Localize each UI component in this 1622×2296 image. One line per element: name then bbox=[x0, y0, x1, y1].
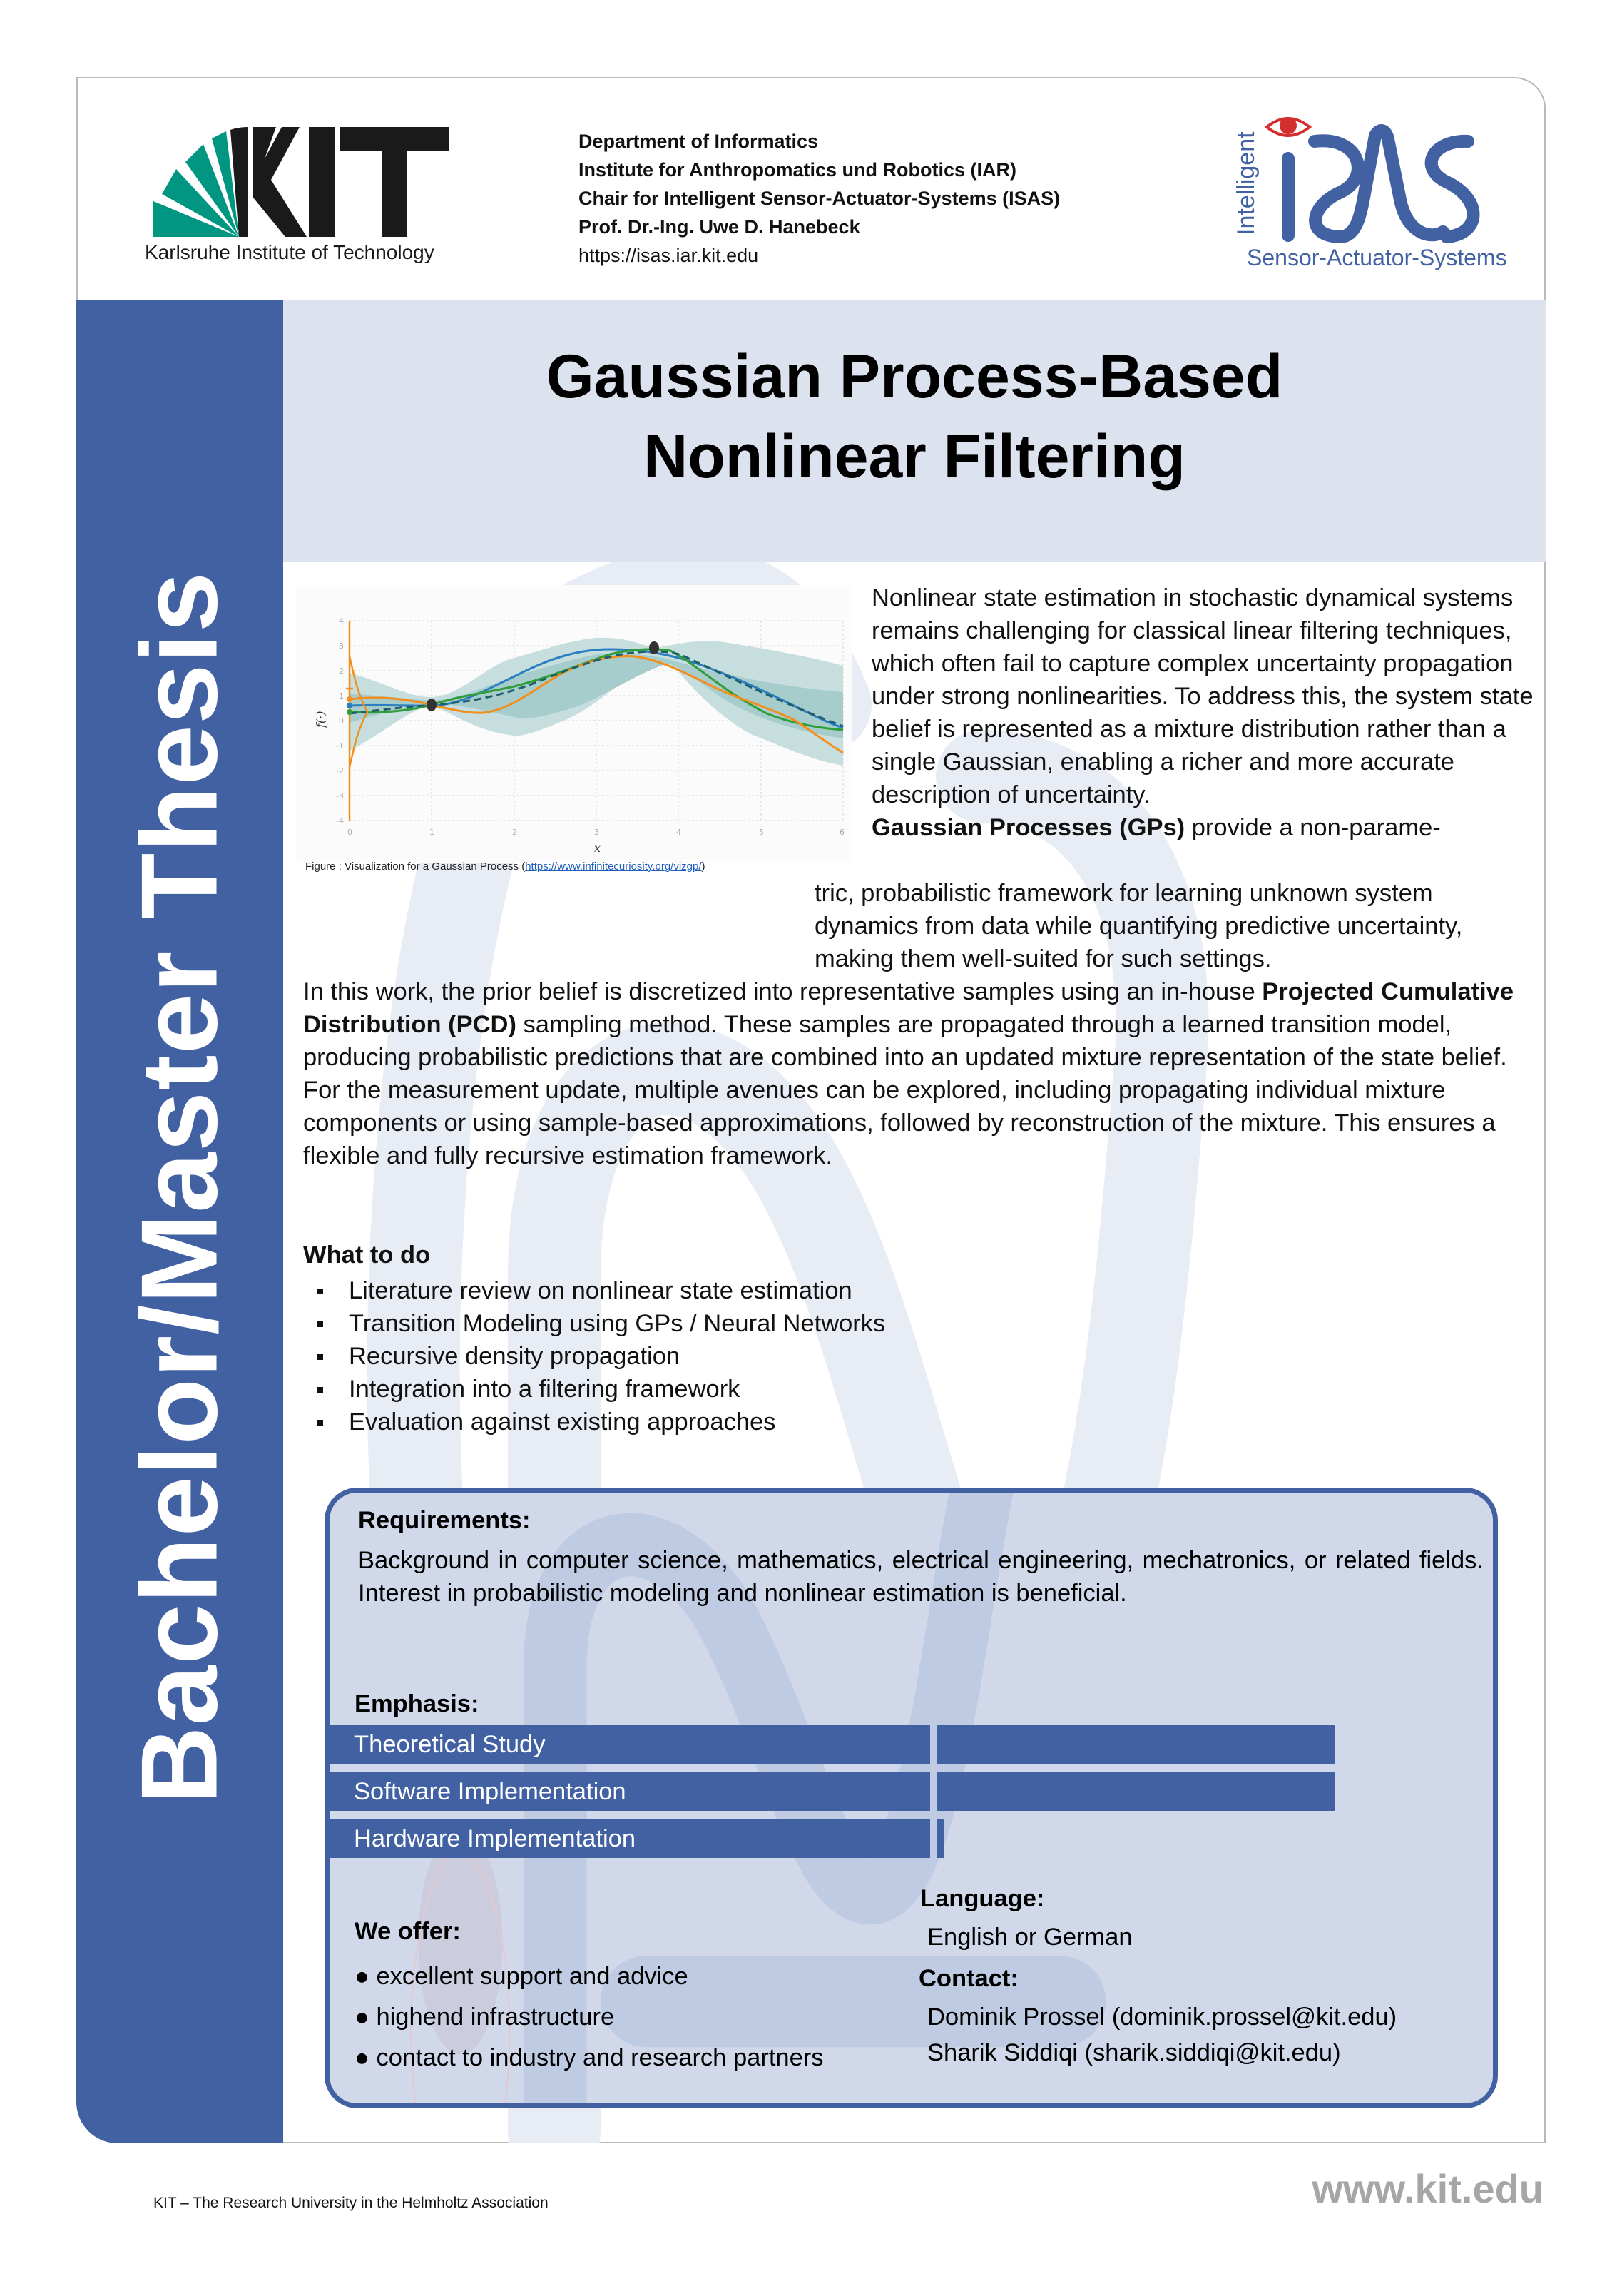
svg-text:-2: -2 bbox=[336, 766, 344, 776]
svg-text:2: 2 bbox=[512, 828, 517, 837]
gaussian-process-chart bbox=[296, 585, 852, 863]
emphasis-level-software bbox=[937, 1772, 1335, 1811]
svg-text:3: 3 bbox=[339, 641, 344, 651]
contact-person-1[interactable]: Dominik Prossel (dominik.prossel@kit.edu) bbox=[927, 2003, 1397, 2031]
svg-text:3: 3 bbox=[594, 828, 599, 837]
emphasis-level-theoretical bbox=[937, 1725, 1335, 1764]
title-line-1: Gaussian Process-Based bbox=[546, 342, 1283, 411]
isas-vertical-word: Intelligent bbox=[1233, 131, 1260, 235]
todo-item: Integration into a filtering framework bbox=[317, 1373, 885, 1406]
thesis-type-label: Bachelor/Master Thesis bbox=[118, 571, 240, 1805]
professor-line: Prof. Dr.-Ing. Uwe D. Hanebeck bbox=[578, 216, 860, 238]
todo-item: Literature review on nonlinear state estimation bbox=[317, 1274, 885, 1307]
kit-subtitle: Karlsruhe Institute of Technology bbox=[145, 241, 434, 263]
todo-item: Transition Modeling using GPs / Neural Networks bbox=[317, 1307, 885, 1340]
x-axis-label: x bbox=[594, 841, 601, 855]
observation-point bbox=[427, 699, 437, 711]
svg-text:2: 2 bbox=[339, 666, 344, 676]
department-info bbox=[578, 127, 1060, 270]
emphasis-heading: Emphasis: bbox=[355, 1690, 479, 1717]
requirements-text: Background in computer science, mathematics, electrical engineering, mechatronics, or related fields. Interest in probabilistic modeling and nonlinear estimation is beneficial. bbox=[358, 1547, 1484, 1607]
observation-point bbox=[649, 641, 659, 654]
contact-list bbox=[927, 1999, 1397, 2071]
gp-term: Gaussian Processes (GPs) bbox=[872, 814, 1185, 841]
todo-item: Evaluation against existing approaches bbox=[317, 1406, 885, 1438]
department-line: Department of Informatics bbox=[578, 131, 819, 152]
offer-heading: We offer: bbox=[355, 1918, 461, 1945]
emphasis-label-software: Software Implementation bbox=[330, 1772, 930, 1811]
language-value: English or German bbox=[927, 1924, 1133, 1951]
footer-website-link[interactable]: www.kit.edu bbox=[1312, 2166, 1544, 2211]
isas-logo bbox=[1225, 114, 1511, 271]
todo-item: Recursive density propagation bbox=[317, 1340, 885, 1373]
language-heading: Language: bbox=[920, 1885, 1045, 1912]
svg-text:-1: -1 bbox=[336, 741, 344, 751]
emphasis-label-theoretical: Theoretical Study bbox=[330, 1725, 930, 1764]
svg-text:0: 0 bbox=[347, 828, 352, 837]
figure-caption: Figure : Visualization for a Gaussian Process (https://www.infinitecuriosity.org/vizgp/) bbox=[305, 860, 705, 873]
figure-source-link[interactable]: https://www.infinitecuriosity.org/vizgp/ bbox=[525, 860, 702, 873]
svg-text:4: 4 bbox=[676, 828, 681, 837]
svg-text:-4: -4 bbox=[336, 816, 344, 826]
page-title bbox=[283, 337, 1546, 497]
svg-text:0: 0 bbox=[339, 716, 344, 726]
svg-text:-3: -3 bbox=[336, 791, 344, 801]
title-line-2: Nonlinear Filtering bbox=[643, 422, 1185, 491]
svg-text:1: 1 bbox=[429, 828, 434, 837]
svg-text:6: 6 bbox=[840, 828, 845, 837]
main-paragraphs bbox=[303, 877, 1537, 1172]
chair-line: Chair for Intelligent Sensor-Actuator-Systems (ISAS) bbox=[578, 188, 1061, 209]
offer-list bbox=[355, 1956, 824, 2078]
contact-heading: Contact: bbox=[919, 1965, 1019, 1992]
measurement-paragraph: For the measurement update, multiple avenues can be explored, including propagating individual mixture components or using sample-based approximations, followed by reconstruction of the mixture. This ensures a flexible and fully recursive estimation framework. bbox=[303, 1077, 1496, 1169]
isas-subtitle: Sensor-Actuator-Systems bbox=[1247, 245, 1507, 270]
requirements-box bbox=[325, 1488, 1498, 2108]
gp-paragraph: tric, probabilistic framework for learning unknown system dynamics from data while quantifying predictive uncertainty, making them well-suited for such settings. bbox=[815, 880, 1463, 972]
svg-text:5: 5 bbox=[759, 828, 764, 837]
offer-item: ● highend infrastructure bbox=[355, 2003, 615, 2031]
offer-item: ● excellent support and advice bbox=[355, 1963, 688, 1990]
y-axis-label: f(·) bbox=[314, 711, 327, 728]
todo-heading: What to do bbox=[303, 1241, 431, 1269]
requirements-heading: Requirements: bbox=[358, 1507, 531, 1534]
institute-line: Institute for Anthropomatics und Robotics (IAR) bbox=[578, 159, 1016, 181]
contact-person-2[interactable]: Sharik Siddiqi (sharik.siddiqi@kit.edu) bbox=[927, 2039, 1341, 2066]
todo-list bbox=[317, 1274, 885, 1438]
svg-text:1: 1 bbox=[339, 691, 344, 701]
emphasis-label-hardware: Hardware Implementation bbox=[330, 1819, 930, 1858]
footer-tagline: KIT – The Research University in the Helmholtz Association bbox=[153, 2195, 549, 2211]
offer-item: ● contact to industry and research partners bbox=[355, 2044, 824, 2071]
intro-paragraph: Nonlinear state estimation in stochastic dynamical systems remains challenging for classical linear filtering techniques, which often fail to capture complex uncertainty propagation under strong nonlinearities. To address this, the system state belief is represented as a mixture distribution rather than a single Gaussian, enabling a richer and more accurate description of uncertainty. Gaussian Processes (GPs) provide a non-parame- bbox=[872, 584, 1534, 841]
pcd-paragraph: In this work, the prior belief is discretized into representative samples using an in-house Projected Cumulative Distribution (PCD) sampling method. These samples are propagated through a learned transition model, producing probabilistic predictions that are combined into an updated mixture representation of the state belief. bbox=[303, 978, 1514, 1071]
emphasis-level-hardware bbox=[937, 1819, 944, 1858]
department-url-link[interactable]: https://isas.iar.kit.edu bbox=[578, 245, 759, 266]
svg-text:4: 4 bbox=[339, 616, 344, 626]
eye-icon bbox=[1267, 117, 1310, 136]
